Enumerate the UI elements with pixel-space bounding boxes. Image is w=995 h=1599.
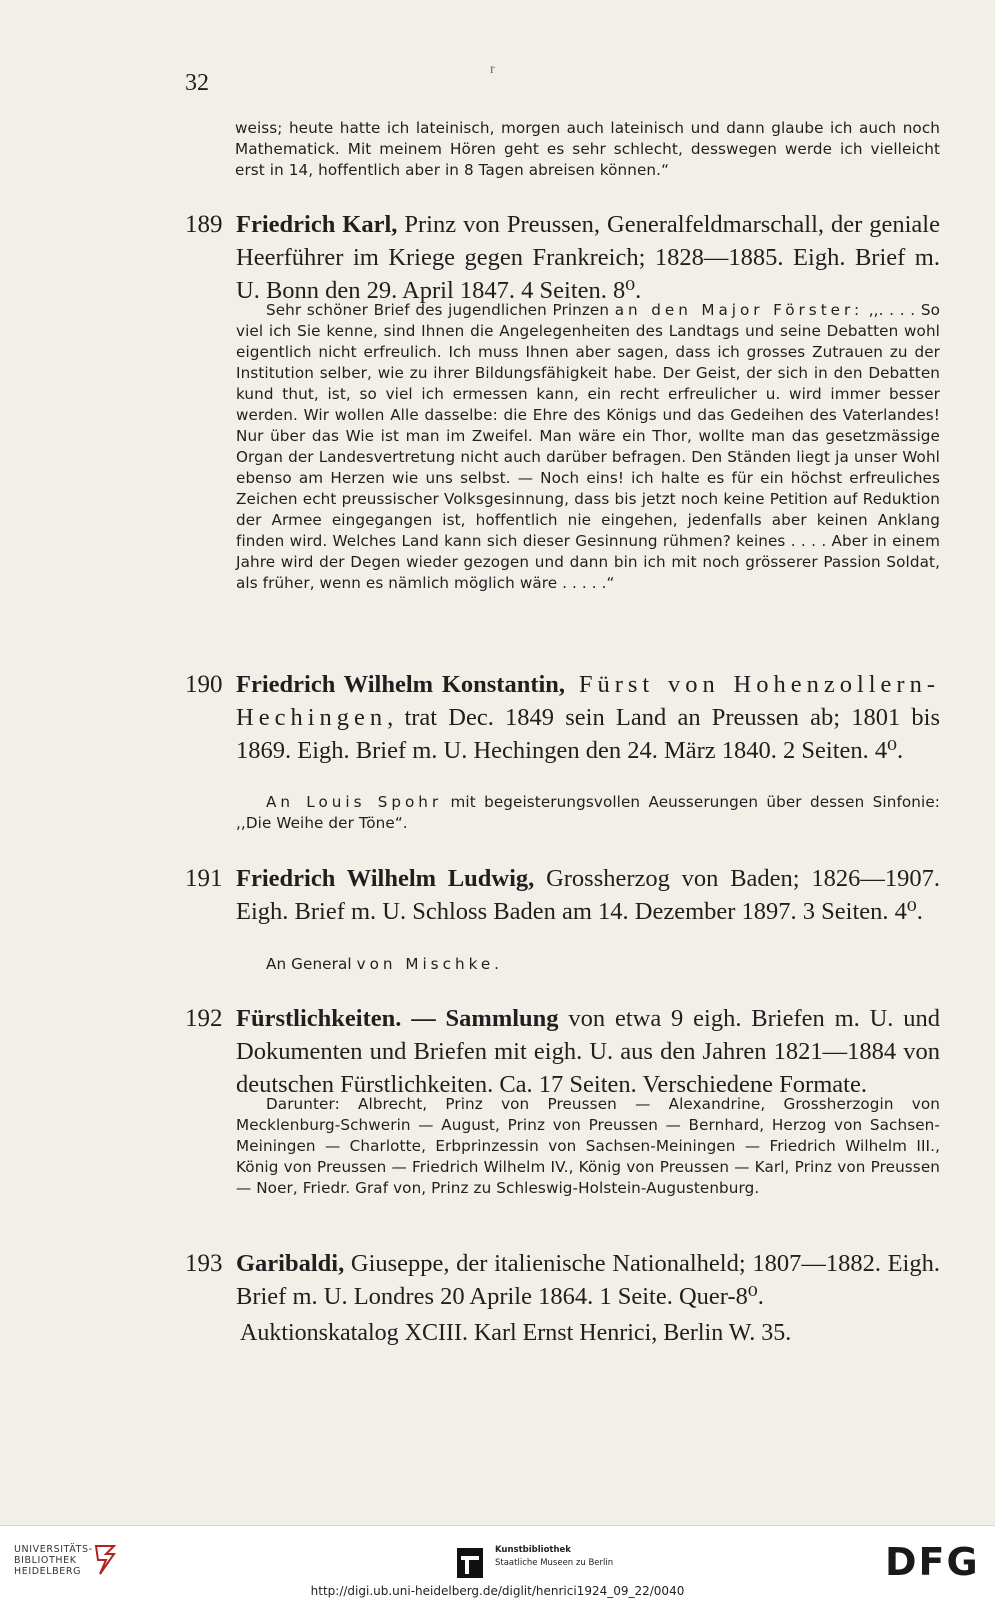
viewer-footer-bar: [0, 1525, 995, 1599]
lot-number: 190: [185, 671, 223, 698]
lot-heading: [236, 862, 940, 928]
dfg-logo: DFG: [885, 1540, 980, 1584]
ub-line-1: UNIVERSITÄTS-: [14, 1544, 93, 1555]
lot-heading: [236, 208, 940, 307]
desc-body: Darunter: Albrecht, Prinz von Preussen — Alexandrine, Grossherzogin von Mecklenburg-Schwerin — August, Prinz von Preussen — Bernhard, Herzog von Sachsen-Meiningen — Charlotte, Erbprinzessin von Sachsen-Meiningen — Friedrich Wilhelm III., König von Preussen — Friedrich Wilhelm IV., König von Preussen — Karl, Prinz von Preussen — Noer, Friedr. Graf von, Prinz zu Schleswig-Holstein-Augustenburg.: [236, 1095, 940, 1197]
lot-heading-text: Prinz von Preussen, Generalfeldmarschall, der geniale Heerführer im Kriege gegen Frankreich; 1828—1885. Eigh. Brief m. U. Bonn den 29. April 1847. 4 Seiten. 8⁰.: [236, 211, 940, 304]
lot-title-spaced: Fürst von Hohenzollern-Hechingen: [236, 671, 940, 731]
lot-name: Garibaldi,: [236, 1250, 345, 1277]
ub-line-2: BIBLIOTHEK: [14, 1555, 77, 1566]
page-number: 32: [185, 70, 209, 96]
lot-name: Friedrich Karl,: [236, 211, 398, 238]
ub-line-3: HEIDELBERG: [14, 1566, 82, 1577]
desc-body: mit begeisterungsvollen Aeusserungen über dessen Sinfonie: ,,Die Weihe der Töne“.: [236, 793, 940, 832]
desc-lead: An General: [266, 955, 357, 973]
lot-description: [236, 792, 940, 834]
intro-paragraph: weiss; heute hatte ich lateinisch, morgen auch lateinisch und dann glaube ich auch noch Mathematick. Mit meinem Hören geht es sehr schlecht, desswegen werde ich vielleicht erst in 14, hoffentlich aber in 8 Tagen abreisen können.“: [235, 119, 940, 179]
lot-heading-text: von etwa 9 eigh. Briefen m. U. und Dokumenten und Briefen mit eigh. U. aus den Jahren 1821—1884 von deutschen Fürstlichkeiten. Ca. 17 Seiten. Verschiedene Formate.: [236, 1005, 940, 1098]
desc-recipient: An Louis Spohr: [266, 793, 443, 811]
lot-heading: [236, 1002, 940, 1101]
kb-subtitle: Staatliche Museen zu Berlin: [495, 1558, 614, 1568]
lot-heading-text: Grossherzog von Baden; 1826—1907. Eigh. Brief m. U. Schloss Baden am 14. Dezember 1897. 3 Seiten. 4⁰.: [236, 865, 940, 925]
lot-name: Friedrich Wilhelm Ludwig,: [236, 865, 535, 892]
ub-heidelberg-emblem-icon: [92, 1542, 118, 1578]
lot-heading-text: , trat Dec. 1849 sein Land an Preussen ab; 1801 bis 1869. Eigh. Brief m. U. Hechingen den 24. März 1840. 2 Seiten. 4⁰.: [236, 704, 940, 764]
desc-lead: Sehr schöner Brief des jugendlichen Prinzen: [266, 301, 615, 319]
lot-number: 192: [185, 1005, 223, 1032]
kunstbibliothek-text: [495, 1544, 613, 1570]
lot-heading: [236, 1247, 940, 1313]
lot-name: Friedrich Wilhelm Konstantin,: [236, 671, 566, 698]
desc-recipient: an den Major Förster:: [614, 301, 864, 319]
catalog-footer: Auktionskatalog XCIII. Karl Ernst Henrici, Berlin W. 35.: [240, 1320, 792, 1346]
lot-name: Fürstlichkeiten. — Sammlung: [236, 1005, 559, 1032]
lot-description: [236, 954, 940, 975]
ub-heidelberg-logo-text: [14, 1544, 93, 1577]
scan-mark: r: [490, 62, 495, 77]
kunstbibliothek-logo-icon: [455, 1546, 485, 1580]
lot-description: [236, 300, 940, 594]
lot-heading: [236, 668, 940, 767]
lot-number: 191: [185, 865, 223, 892]
lot-description: [236, 1094, 940, 1199]
intro-text: [235, 118, 940, 181]
desc-recipient: von Mischke.: [356, 955, 503, 973]
kb-title: Kunstbibliothek: [495, 1545, 571, 1555]
lot-number: 193: [185, 1250, 223, 1277]
lot-heading-text: Giuseppe, der italienische Nationalheld; 1807—1882. Eigh. Brief m. U. Londres 20 Aprile 1864. 1 Seite. Quer-8⁰.: [236, 1250, 940, 1310]
permalink-url[interactable]: http://digi.ub.uni-heidelberg.de/diglit/henrici1924_09_22/0040: [310, 1584, 685, 1598]
desc-body: ,,. . . . So viel ich Sie kenne, sind Ihnen die Angelegenheiten des Landtags und seine Debatten wohl eigentlich nicht erfreulich. Ich muss Ihnen aber sagen, dass ich grosses Zutrauen zu der Institution selber, wie zu ihrer Bildungsfähigkeit habe. Der Geist, der sich in den Debatten kund thut, ist, so viel ich ermessen kann, ein recht erfreulicher u. wird immer besser werden. Wir wollen Alle dasselbe: die Ehre des Königs und das Gedeihen des Vaterlandes! Nur über das Wie ist man im Zweifel. Man wäre ein Thor, wollte man das gesetzmässige Organ der Landesvertretung nicht auch darüber befragen. Den Ständen liegt ja unser Wohl ebenso am Herzen wie uns selbst. — Noch eins! ich halte es für ein höchst erfreuliches Zeichen echt preussischer Volksgesinnung, dass bis jetzt noch keine Petition auf Reduktion der Armee eingegangen ist, hoffentlich nie eingehen, jedenfalls aber keinen Anklang finden wird. Welches Land kann sich dieser Gesinnung rühmen? keines . . . . Aber in einem Jahre wird der Degen wieder gezogen und dann bin ich mit noch grösserer Passion Soldat, als früher, wenn es nämlich möglich wäre . . . . .“: [236, 301, 940, 592]
lot-number: 189: [185, 211, 223, 238]
